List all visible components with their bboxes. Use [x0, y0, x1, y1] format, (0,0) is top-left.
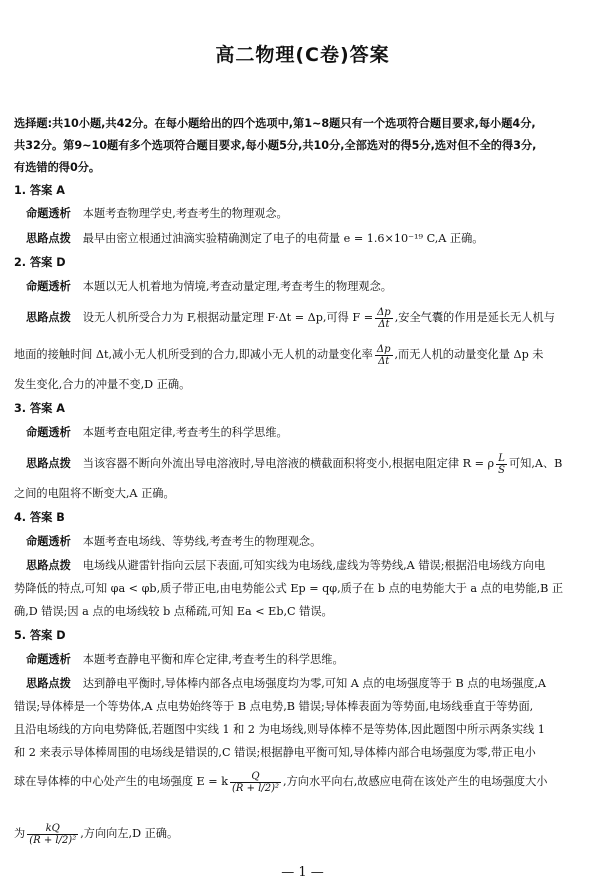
hint-label: 思路点拨 [26, 232, 71, 245]
q2-hint-text-b: ,安全气囊的作用是延长无人机与 [394, 311, 555, 324]
hint-label: 思路点拨 [26, 457, 71, 470]
q5-line6-text-a: 为 [14, 827, 26, 840]
q2-hint-line-2 [14, 341, 543, 369]
fraction-numerator: Q [230, 771, 281, 783]
hint-label: 思路点拨 [26, 677, 71, 690]
l-over-s-fraction [496, 453, 507, 476]
q5-hint [26, 677, 546, 691]
q3-hint [26, 450, 562, 478]
q3-answer: 3. 答案 A [14, 402, 65, 415]
q1-hint [26, 232, 484, 246]
fraction-denominator: S [498, 464, 505, 476]
q5-hint-text-1: 达到静电平衡时,导体棒内部各点电场强度均为零,可知 A 点的电场强度等于 B 点的电场强度,A [82, 677, 546, 690]
fraction-numerator: Δp [377, 306, 391, 318]
fraction-numerator: kQ [27, 823, 78, 835]
q5-answer: 5. 答案 D [14, 629, 66, 642]
q2-line2-text-b: ,而无人机的动量变化量 Δp 未 [394, 348, 544, 361]
q2-analysis-text: 本题以无人机着地为情境,考查动量定理,考查考生的物理观念。 [82, 280, 392, 293]
q5-line6-text-b: ,方向向左,D 正确。 [80, 827, 179, 840]
analysis-label: 命题透析 [26, 535, 71, 548]
fraction-numerator: L [496, 453, 507, 465]
induced-field-fraction [27, 823, 78, 846]
q2-analysis [26, 280, 392, 294]
q2-hint-text-a: 设无人机所受合力为 F,根据动量定理 F·Δt = Δp,可得 F = [82, 311, 374, 324]
q4-hint-line-3: 确,D 错误;因 a 点的电场线较 b 点稀疏,可知 Ea < Eb,C 错误。 [14, 605, 333, 618]
page-title: 高二物理(C卷)答案 [215, 44, 390, 66]
q4-hint-line-2: 势降低的特点,可知 φa < φb,质子带正电,由电势能公式 Ep = qφ,质子在 b 点的电势能大于 a 点的电势能,B 正 [14, 582, 564, 595]
q3-analysis [26, 426, 288, 440]
q1-answer: 1. 答案 A [14, 184, 65, 197]
q4-hint [26, 559, 545, 573]
hint-label: 思路点拨 [26, 559, 71, 572]
q2-answer: 2. 答案 D [14, 256, 66, 269]
q5-hint-line-4: 和 2 来表示导体棒周围的电场线是错误的,C 错误;根据静电平衡可知,导体棒内部合电场强度为零,带正电小 [14, 746, 536, 759]
q5-line5-text-b: ,方向水平向右,故感应电荷在该处产生的电场强度大小 [283, 775, 548, 788]
q1-analysis-text: 本题考查物理学史,考查考生的物理观念。 [82, 207, 288, 220]
analysis-label: 命题透析 [26, 426, 71, 439]
intro-line-1: 选择题:共10小题,共42分。在每小题给出的四个选项中,第1~8题只有一个选项符合题目要求,每小题4分, [14, 117, 536, 130]
intro-line-2: 共32分。第9~10题有多个选项符合题目要求,每小题5分,共10分,全部选对的得5分,选对但不全的得3分, [14, 139, 537, 152]
q1-hint-text: 最早由密立根通过油滴实验精确测定了电子的电荷量 e = 1.6×10⁻¹⁹ C,A 正确。 [82, 232, 484, 245]
hint-label: 思路点拨 [26, 311, 71, 324]
q2-line2-text-a: 地面的接触时间 Δt,减小无人机所受到的合力,即减小无人机的动量变化率 [14, 348, 373, 361]
analysis-label: 命题透析 [26, 280, 71, 293]
q1-analysis [26, 207, 288, 221]
q4-answer: 4. 答案 B [14, 511, 65, 524]
q5-line5-text-a: 球在导体棒的中心处产生的电场强度 E = k [14, 775, 228, 788]
q5-analysis [26, 653, 344, 667]
analysis-label: 命题透析 [26, 207, 71, 220]
q3-hint-text-a: 当该容器不断向外流出导电溶液时,导电溶液的横截面积将变小,根据电阻定律 R = ρ [82, 457, 495, 470]
field-strength-fraction [230, 771, 281, 794]
q3-hint-text-b: 可知,A、B [508, 457, 563, 470]
fraction-denominator: Δt [378, 318, 390, 330]
q5-hint-line-3: 且沿电场线的方向电势降低,若题图中实线 1 和 2 为电场线,则导体棒不是等势体,因此题图中所示两条实线 1 [14, 723, 545, 736]
q5-hint-line-5 [14, 766, 547, 798]
q5-hint-line-2: 错误;导体棒是一个等势体,A 点电势始终等于 B 点电势,B 错误;导体棒表面为等势面,电场线垂直于等势面, [14, 700, 534, 713]
q5-hint-line-6 [14, 818, 178, 850]
intro-line-3: 有选错的得0分。 [14, 161, 101, 174]
fraction-denominator: (R + l/2)² [232, 782, 280, 794]
q2-hint [26, 304, 555, 332]
fraction-numerator: Δp [376, 343, 391, 355]
q3-analysis-text: 本题考查电阻定律,考查考生的科学思维。 [82, 426, 288, 439]
dp-dt-fraction [375, 307, 393, 330]
q4-analysis [26, 535, 321, 549]
q4-hint-text-1: 电场线从避雷针指向云层下表面,可知实线为电场线,虚线为等势线,A 错误;根据沿电场线方向电 [82, 559, 546, 572]
page-number: — 1 — [281, 865, 324, 880]
q4-analysis-text: 本题考查电场线、等势线,考查考生的物理观念。 [82, 535, 322, 548]
q5-analysis-text: 本题考查静电平衡和库仑定律,考查考生的科学思维。 [82, 653, 344, 666]
fraction-denominator: (R + l/2)² [29, 834, 77, 846]
dp-dt-fraction [375, 344, 393, 367]
fraction-denominator: Δt [378, 355, 390, 367]
q2-hint-line-3: 发生变化,合力的冲量不变,D 正确。 [14, 378, 191, 391]
analysis-label: 命题透析 [26, 653, 71, 666]
q3-hint-line-2: 之间的电阻将不断变大,A 正确。 [14, 487, 175, 500]
